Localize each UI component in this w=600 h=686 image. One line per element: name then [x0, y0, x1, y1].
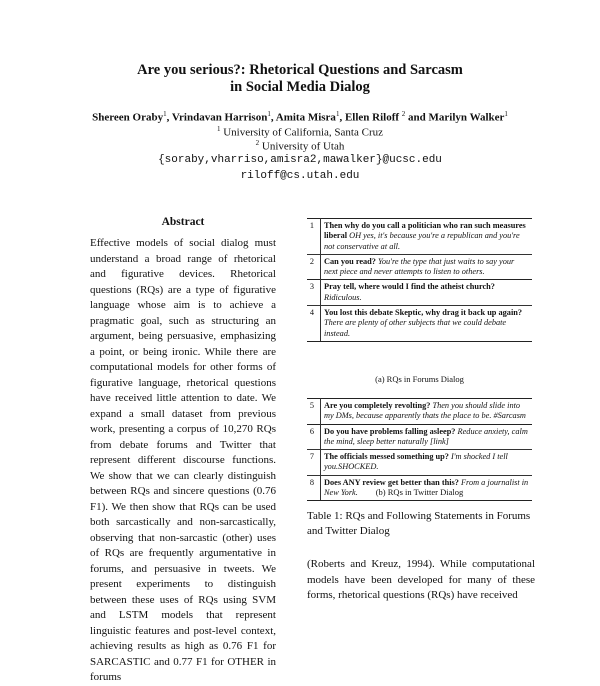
table-row: [307, 280, 532, 306]
row-content: [321, 306, 533, 342]
row-number: 8: [307, 475, 321, 501]
rhetorical-question: Then why do you call a politician who ran such measures liberal: [324, 221, 526, 241]
row-number: 7: [307, 450, 321, 476]
following-statement: OH yes, it's because you're a republican and you're not conservative at all.: [324, 231, 520, 251]
rhetorical-question: Can you read?: [324, 256, 376, 266]
right-column-body: [307, 557, 535, 604]
affiliation-2: [0, 139, 600, 153]
author-name: Vrindavan Harrison: [171, 111, 268, 124]
title-line-2: in Social Media Dialog: [230, 79, 370, 95]
body-paragraph: (Roberts and Kreuz, 1994). While computational models have been developed for many of these forms, rhetorical questions (RQs) have received: [307, 558, 535, 601]
forums-subcaption: (a) RQs in Forums Dialog: [375, 374, 464, 384]
twitter-subcaption: (b) RQs in Twitter Dialog: [375, 487, 464, 497]
following-statement: You're the type that just waits to say your next piece and never attempts to listen to others.: [324, 256, 515, 277]
row-content: [321, 280, 533, 306]
twitter-rq-table: [307, 398, 532, 501]
row-number: 4: [307, 306, 321, 342]
author-affiliation-mark: 1: [504, 110, 508, 118]
rhetorical-question: The officials messed something up?: [324, 452, 449, 462]
affiliation-1: [0, 125, 600, 139]
row-number: 3: [307, 280, 321, 306]
email-line-2: riloff@cs.utah.edu: [240, 170, 360, 182]
title-line-1: Are you serious?: Rhetorical Questions and Sarcasm: [137, 62, 463, 78]
forums-rq-table: [307, 218, 532, 342]
rhetorical-question: Are you completely revolting?: [324, 401, 431, 410]
following-statement: I'm shocked I tell you.SHOCKED.: [324, 452, 508, 472]
author-name: Ellen Riloff: [344, 111, 400, 124]
author-name: Shereen Oraby: [92, 111, 164, 124]
following-statement: From a journalist in New York.: [324, 477, 529, 498]
author-affiliation-mark: 1: [335, 110, 340, 118]
affiliation-name: University of California, Santa Cruz: [223, 126, 384, 139]
row-content: [321, 450, 533, 476]
author-name: Marilyn Walker: [428, 111, 505, 124]
abstract-text: Effective models of social dialog must understand a broad range of rhetorical and figurative devices. Rhetorical questions (RQs) are a type of figurative language whose aim is to achieve a pragmatic goal, such as structuring an argument, being persuasive, emphasizing a point, or being ironic. While there are computational models for other forms of figurative language, rhetorical questions have received little attention to date. We expand a small dataset from previous work, presenting a corpus of 10,270 RQs from debate forums and Twitter that represent different discourse functions. We show that we can clearly distinguish between RQs and sincere questions (0.76 F1). We then show that RQs can be used both sarcastically and non-sarcastically, observing that non-sarcastic (other) uses of RQs are frequently argumentative in forums, and persuasive in tweets. We present experiments to distinguish between these uses of RQs using SVM and LSTM models that represent linguistic features and post-level context, achieving results as high as 0.76 F1 for SARCASTIC and 0.77 F1 for OTHER in forums: [90, 237, 276, 683]
row-number: 5: [307, 399, 321, 425]
row-content: [321, 219, 533, 255]
abstract-heading: Abstract: [161, 216, 205, 228]
rhetorical-question: Do you have problems falling asleep?: [324, 426, 456, 436]
row-number: 2: [307, 254, 321, 280]
table-caption-text: Table 1: RQs and Following Statements in Forums and Twitter Dialog: [307, 510, 531, 537]
following-statement: There are plenty of other subjects that we could debate instead.: [324, 318, 507, 338]
table-row: [307, 219, 532, 255]
table-row: [307, 306, 532, 342]
table-caption: [307, 509, 535, 539]
row-number: 1: [307, 219, 321, 255]
row-content: [321, 254, 533, 280]
table-row: [307, 424, 532, 450]
affiliation-number: 1: [216, 125, 221, 133]
following-statement: Ridiculous.: [324, 292, 362, 302]
rhetorical-question: Does ANY review get better than this?: [324, 477, 459, 487]
author-affiliation-mark: 2: [401, 110, 406, 118]
rhetorical-question: You lost this debate Skeptic, why drag it back up again?: [324, 308, 523, 318]
row-content: [321, 424, 533, 450]
author-affiliation-mark: 1: [267, 110, 271, 118]
author-affiliation-mark: 1: [163, 110, 167, 118]
following-statement: Then you should slide into my DMs, because apparently thats the place to be. #Sarcasm: [324, 401, 526, 421]
paper-title: [0, 62, 600, 96]
affiliation-name: University of Utah: [261, 140, 345, 153]
affiliation-number: 2: [255, 139, 260, 147]
table-row: [307, 450, 532, 476]
row-number: 6: [307, 424, 321, 450]
following-statement: Reduce anxiety, calm the mind, sleep better naturally [link]: [324, 426, 528, 446]
table-row: [307, 399, 532, 425]
abstract-body: [90, 236, 276, 686]
email-line-1: {soraby,vharriso,amisra2,mawalker}@ucsc.edu: [158, 154, 442, 166]
table-row: [307, 254, 532, 280]
rhetorical-question: Pray tell, where would I find the atheist church?: [324, 282, 495, 292]
author-name: Amita Misra: [275, 111, 336, 124]
author-list: Shereen Oraby$^1$, Vrindavan Harrison$^1$, Amita Misra$^1$, Ellen Riloff $^2$ and Marilyn Walker$^1$: [92, 110, 508, 124]
row-content: [321, 399, 533, 425]
